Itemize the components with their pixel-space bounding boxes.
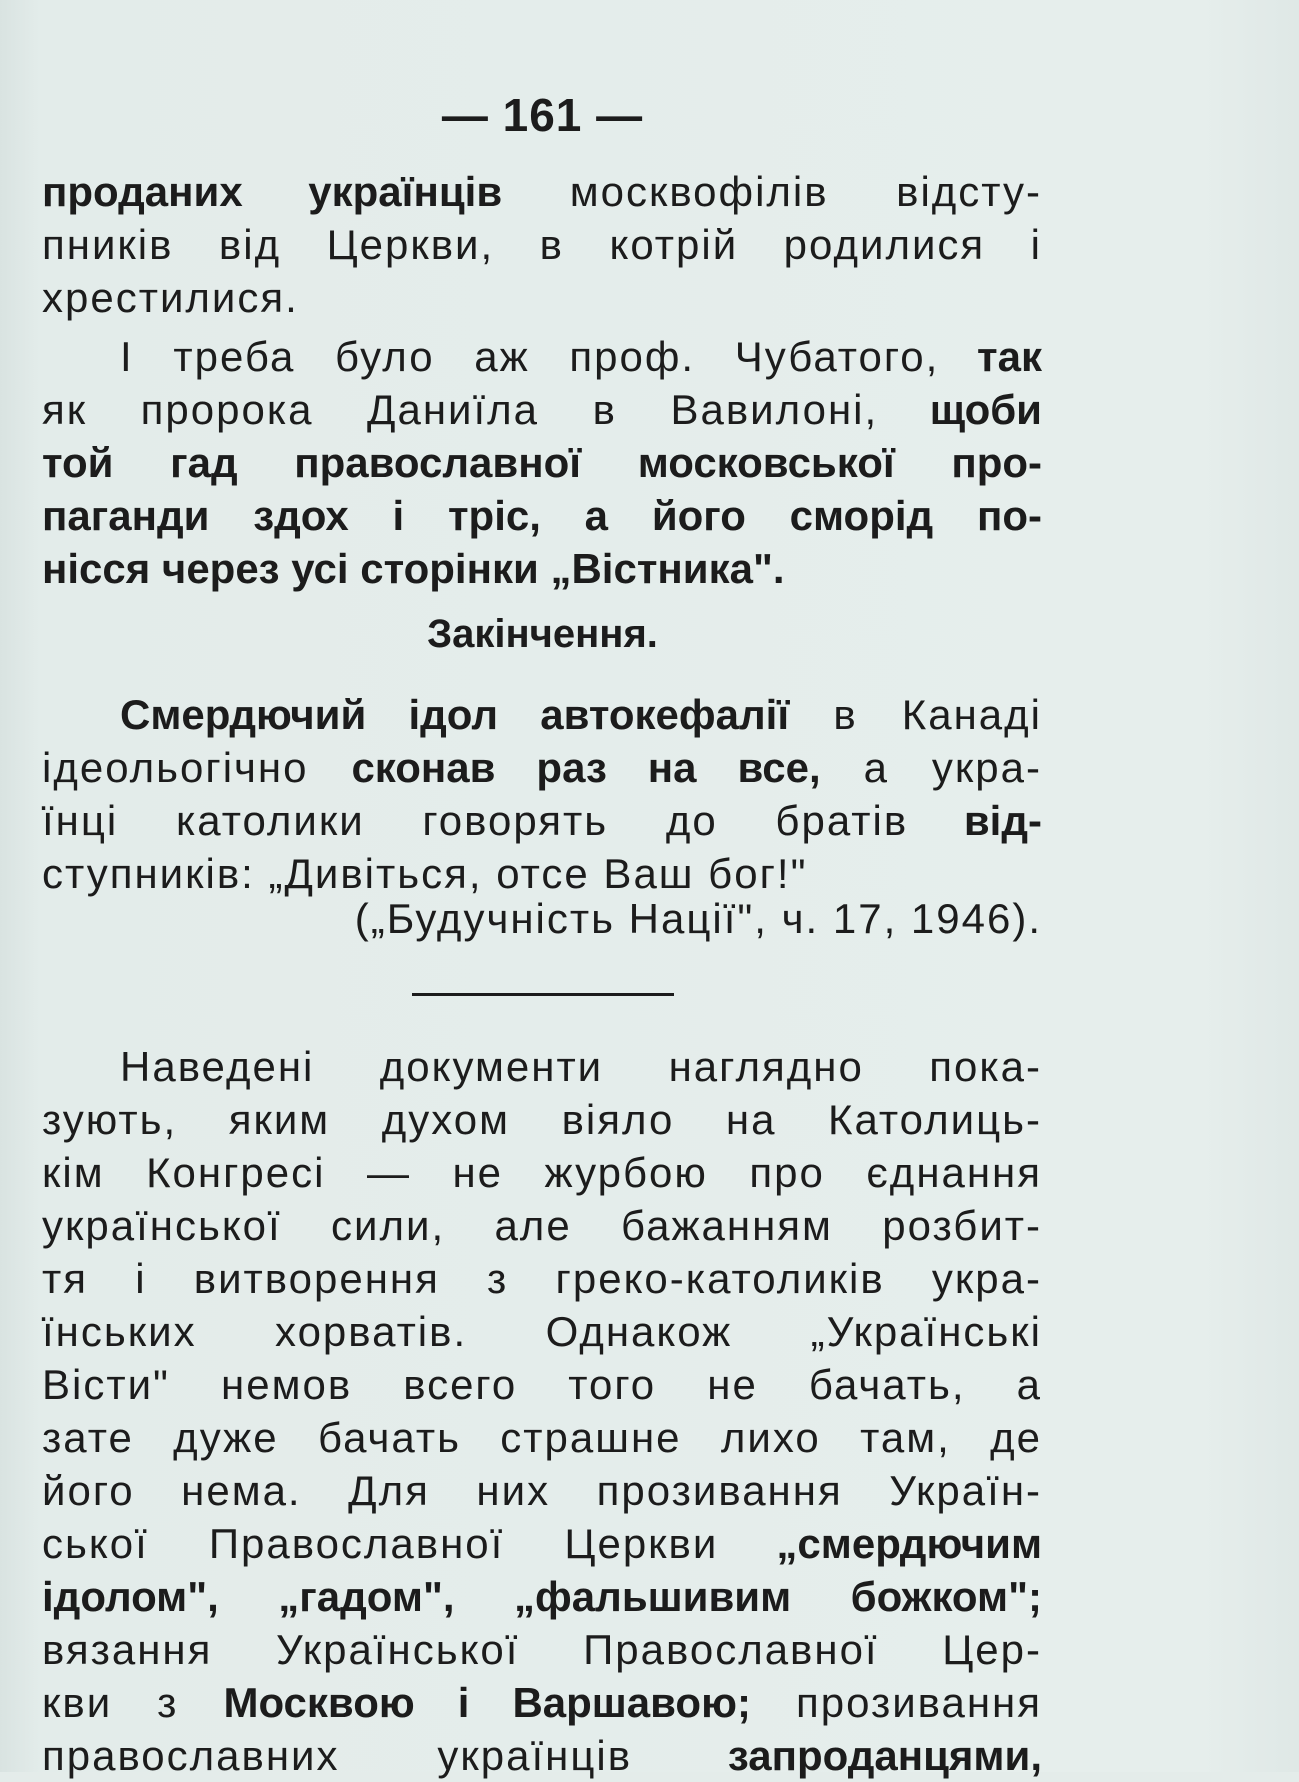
bold-phrase: проданих українців [42,168,503,215]
text-line: його нема. Для них прозивання Україн- [42,1467,1042,1514]
text-span: ідеольогічно [42,744,352,791]
text-line [42,1729,1042,1782]
text-span: ської Православної Церкви [42,1520,719,1567]
text-span: в Канаді [789,691,1042,738]
section-divider [412,993,674,996]
text-line [42,383,1042,436]
text-line [42,165,1042,218]
bold-phrase: Смердючий ідол автокефалії [120,691,790,738]
text-span: москвофілів відсту- [502,168,1042,215]
text-line: кім Конгресі — не журбою про єднання [42,1149,1042,1196]
text-line: української сили, але бажанням розбит- [42,1202,1042,1249]
bold-phrase: щоби [878,386,1042,433]
text-span: прозивання [750,1679,1042,1726]
text-line [42,1517,1042,1570]
text-span: І треба було аж проф. Чубатого, [120,333,940,380]
text-line: вязання Української Православної Цер- [42,1626,1042,1673]
text-line [42,330,1042,383]
text-line [42,1676,1042,1729]
text-line: паганди здох і тріс, а його сморід по- [42,492,1042,539]
paragraph-4 [42,1040,1042,1782]
text-line: ідолом", „гадом", „фальшивим божком"; [42,1573,1042,1620]
paragraph-2 [42,330,1042,595]
bold-phrase: Москвою і Варшавою; [223,1679,751,1726]
bold-phrase: „смердючим [718,1520,1043,1567]
text-line: нісся через усі сторінки „Вістника". [42,545,785,592]
text-span: кви з [42,1679,224,1726]
text-line [42,688,1042,741]
page-number: — 161 — [441,89,644,141]
text-line [42,794,1042,847]
text-line: той гад православної московської про- [42,439,1042,486]
text-line [42,741,1042,794]
text-line: Наведені документи наглядно пока- [120,1043,1042,1090]
text-line: пників від Церкви, в котрій родилися і [42,221,1042,268]
paragraph-3 [42,688,1042,900]
text-line: ступників: „Дивіться, отсе Ваш бог!" [42,850,808,897]
text-line: тя і витворення з греко-католиків укра- [42,1255,1042,1302]
text-line: зують, яким духом віяло на Католиць- [42,1096,1042,1143]
text-span: їнці католики говорять до братів [42,797,909,844]
text-line: зате дуже бачать страшне лихо там, де [42,1414,1042,1461]
bold-phrase: від- [908,797,1042,844]
paragraph-1 [42,165,1042,324]
text-line: їнських хорватів. Однакож „Українські [42,1308,1042,1355]
text-line: хрестилися. [42,274,299,321]
text-span: православних українців [42,1732,633,1779]
bold-phrase: запроданцями, [632,1732,1042,1779]
text-line: Вісти" немов всего того не бачать, а [42,1361,1042,1408]
text-span: а укра- [820,744,1042,791]
bold-phrase: так [939,333,1042,380]
citation: („Будучність Нації", ч. 17, 1946). [354,895,1042,942]
bold-phrase: сконав раз на все, [351,744,821,791]
text-span: як пророка Даниїла в Вавилоні, [42,386,879,433]
section-heading: Закінчення. [427,612,658,656]
